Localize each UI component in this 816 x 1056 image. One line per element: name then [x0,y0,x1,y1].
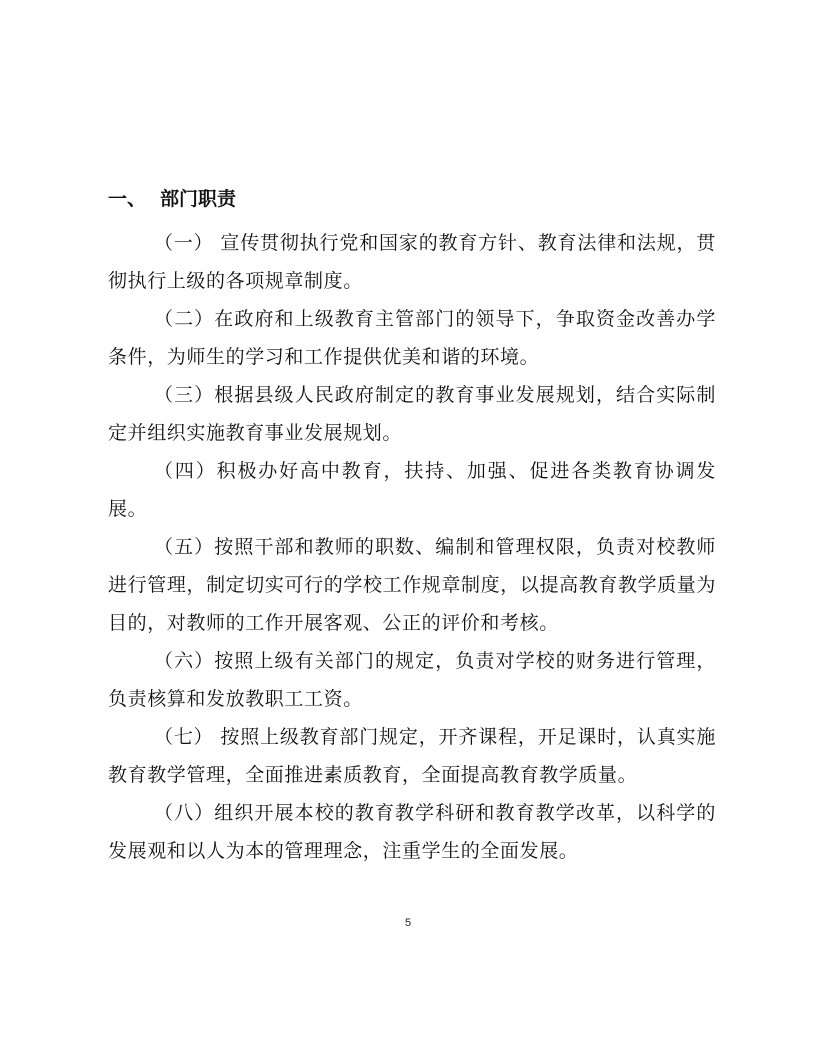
section-body [108,224,716,870]
paragraph-4: （四）积极办好高中教育，扶持、加强、促进各类教育协调发展。 [108,460,716,520]
paragraph-8: （八）组织开展本校的教育教学科研和教育教学改革，以科学的发展观和以人为本的管理理念，注重学生的全面发展。 [108,802,716,862]
section-number: 一、 [108,188,147,210]
section-heading [108,184,236,214]
section-title: 部门职责 [160,188,237,210]
paragraph-7: （七） 按照上级教育部门规定，开齐课程，开足课时，认真实施教育教学管理，全面推进素质教育，全面提高教育教学质量。 [108,726,716,786]
paragraph-2: （二）在政府和上级教育主管部门的领导下，争取资金改善办学条件，为师生的学习和工作提供优美和谐的环境。 [108,308,716,368]
page-number: 5 [404,917,412,929]
paragraph-3: （三）根据县级人民政府制定的教育事业发展规划，结合实际制定并组织实施教育事业发展规划。 [108,384,716,444]
paragraph-6: （六）按照上级有关部门的规定，负责对学校的财务进行管理，负责核算和发放教职工工资。 [108,650,716,710]
paragraph-1: （一） 宣传贯彻执行党和国家的教育方针、教育法律和法规，贯彻执行上级的各项规章制度。 [108,232,716,292]
paragraph-5: （五）按照干部和教师的职数、编制和管理权限，负责对校教师进行管理，制定切实可行的学校工作规章制度，以提高教育教学质量为目的，对教师的工作开展客观、公正的评价和考核。 [108,536,716,634]
